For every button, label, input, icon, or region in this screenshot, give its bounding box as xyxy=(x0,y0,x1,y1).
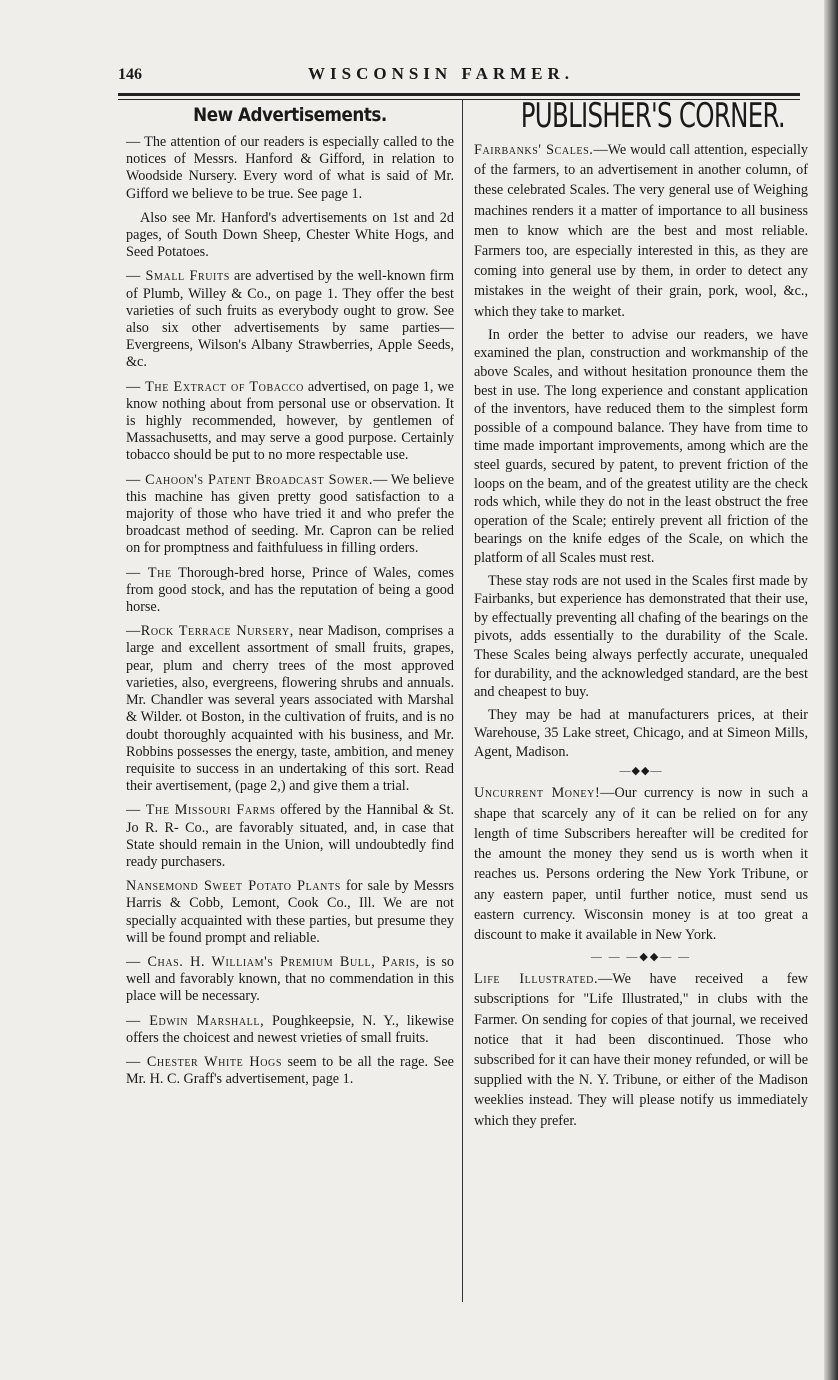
article-paragraph: — The attention of our readers is especially called to the notices of Messrs. Hanford & Gifford, in relation to Woodside Nursery. Every word of what is said of Mr. Gifford we believe to be true. See page 1. xyxy=(126,134,454,202)
article-paragraph: Also see Mr. Hanford's advertisements on 1st and 2d pages, of South Down Sheep, Chester White Hogs, and Seed Potatoes. xyxy=(126,209,454,261)
article-paragraph: — Small Fruits are advertised by the well-known firm of Plumb, Willey & Co., on page 1. They offer the best varieties of such fruits as everybody ought to grow. See also six other advertisements by same parties—Evergreens, Wilson's Albany Strawberries, Apple Seeds, &c. xyxy=(126,268,454,371)
section-separator: — — —◆◆— — xyxy=(590,951,692,964)
fairbanks-scales-paragraph-3: These stay rods are not used in the Scales first made by Fairbanks, but experience has demonstrated that their use, by effectually preventing all chafing of the bearings on the pivots, adds essentially to the durability of the Scale. These Scales being always perfectly accurate, unequaled for durability, and the acknowledged standard, are the best and cheapest to buy. xyxy=(474,572,808,701)
column-divider xyxy=(462,100,463,1302)
journal-title: WISCONSIN FARMER. xyxy=(308,64,575,83)
article-paragraph: — Edwin Marshall, Poughkeepsie, N. Y., likewise offers the choicest and newest vrieties of small fruits. xyxy=(126,1012,454,1046)
fairbanks-scales-paragraph: Fairbanks' Scales.—We would call attention, especially of the farmers, to an advertisement in another column, of these celebrated Scales. The very general use of Weighing machines renders it a matter of importance to all business men to know which are the best and most reliable. Farmers too, are especially interested in this, as they are coming into general use by them, in order to detect any mistakes in the weight of their grain, pork, wool, &c., which they take to market. xyxy=(474,142,808,320)
article-paragraph: — The Missouri Farms offered by the Hannibal & St. Jo R. R- Co., are favorably situated, and, in case that State should remain in the Union, will undoubtedly find ready purchasers. xyxy=(126,802,454,870)
new-advertisements-heading: New Advertisements. xyxy=(193,104,387,126)
article-paragraph: — Cahoon's Patent Broadcast Sower.— We believe this machine has given pretty good satisfaction to a majority of those who have tried it and who prefer the broadcast method of seeding. Mr. Capron can be relied on for promptness and faithfuluess in filling orders. xyxy=(126,471,455,557)
article-paragraph: Nansemond Sweet Potato Plants for sale by Messrs Harris & Cobb, Lemont, Cook Co., Ill. We are not specially acquainted with these parties, but presume they will be found prompt and reliable. xyxy=(126,878,454,946)
fairbanks-scales-paragraph-4: They may be had at manufacturers prices, at their Warehouse, 35 Lake street, Chicago, and at Simeon Mills, Agent, Madison. xyxy=(474,706,808,760)
uncurrent-money-paragraph: Uncurrent Money!—Our currency is now in such a shape that scarcely any of it can be relied on for any length of time Subscribers hereafter will be credited for the amount the money they send us is worth when it reaches us. Persons ordering the New York Tribune, or any eastern paper, until further notice, must send us eastern currency. Wisconsin money is at too great a discount to make it available in New York. xyxy=(474,785,809,943)
publishers-corner-heading: PUBLISHER'S CORNER. xyxy=(520,96,785,136)
fairbanks-scales-paragraph-2: In order the better to advise our readers, we have examined the plan, construction and workmanship of the above Scales, and without hesitation pronounce them the best in use. The long experience and constant application of the inventors, have reduced them to the simplest form possible of a compound balance. They have from time to time made important improvements, among which are the steel guards, secured by patent, to prevent friction of the loops on the beam, and of the greatest utility are the check rods which, while they do not in the least obstruct the free operation of the Scale; entirely prevent all friction of the bearings on the knife edges of the Scale, on which the platform of all Scales must rest. xyxy=(474,326,808,566)
article-paragraph: —Rock Terrace Nursery, near Madison, comprises a large and excellent assortment of small fruits, grapes, pear, plum and cherry trees of the most approved varieties, also, evergreens, flowering shrubs and annuals. Mr. Chandler was several years associated with Marshal & Wilder. ot Boston, in the cultivation of fruits, and is no doubt thoroughly acquainted with his business, and Mr. Robbins possesses the energy, taste, ambition, and meney requisite to success in an undertaking of this sort. Read their avertisement, (page 2,) and give them a trial. xyxy=(126,623,454,795)
page-number: 146 xyxy=(118,66,142,83)
right-column xyxy=(474,96,809,1135)
article-paragraph: — The Extract of Tobacco advertised, on page 1, we know nothing about from personal use or observation. It is highly recommended, however, by gentlemen of Massachusetts, and may serve a good purpose. Certainly tobacco should be put to no more respectable use. xyxy=(126,378,454,464)
section-separator: —◆◆— xyxy=(619,765,663,778)
article-paragraph: — Chester White Hogs seem to be all the rage. See Mr. H. C. Graff's advertisement, page 1. xyxy=(126,1053,454,1088)
page-header xyxy=(118,62,800,88)
article-paragraph: — Chas. H. William's Premium Bull, Paris, is so well and favorably known, that no commendation in this place will be necessary. xyxy=(126,953,455,1005)
article-paragraph: — The Thorough-bred horse, Prince of Wales, comes from good stock, and has the reputation of being a good horse. xyxy=(126,564,454,616)
page-edge-shadow xyxy=(824,0,838,1380)
life-illustrated-paragraph: Life Illustrated.—We have received a few subscriptions for "Life Illustrated," in clubs with the Farmer. On sending for copies of that journal, we received notice that it had been discontinued. Those who subscribed for it can have their money refunded, or will be supplied with the N. Y. Tribune, or either of the Madison weeklies instead. They will please notify us immediately which they prefer. xyxy=(474,971,808,1129)
left-column xyxy=(126,104,454,1095)
